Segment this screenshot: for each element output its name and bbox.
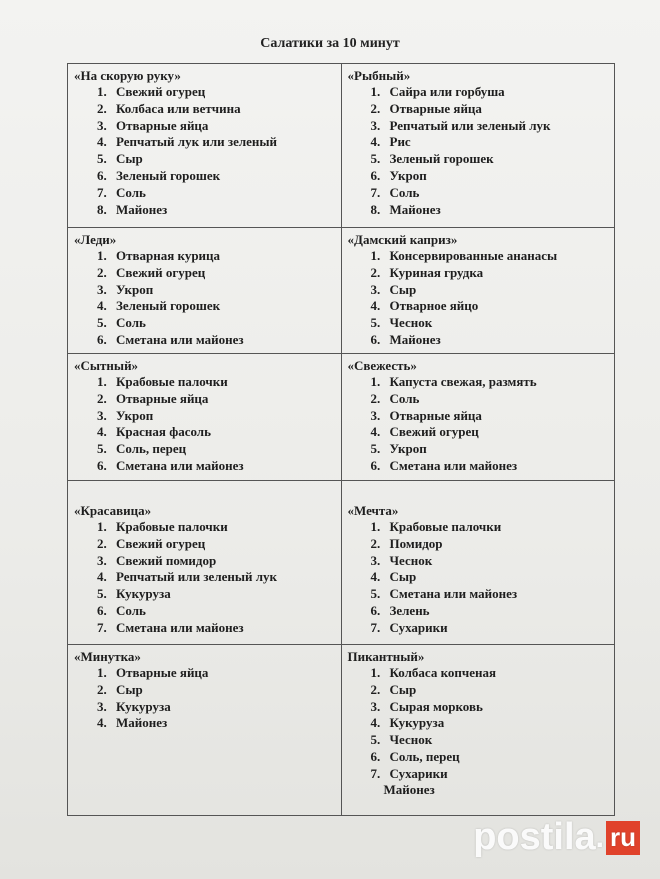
ingredient-list [74, 374, 335, 475]
ingredient-item: 1. Отварные яйца [110, 665, 335, 682]
ingredient-item: 3. Отварные яйца [384, 408, 609, 425]
ingredient-item: 2. Соль [384, 391, 609, 408]
ingredient-item: 6. Сметана или майонез [384, 458, 609, 475]
ingredient-item: 4. Отварное яйцо [384, 298, 609, 315]
ingredient-item: 5. Соль, перец [110, 441, 335, 458]
ingredient-item: 2. Сыр [110, 682, 335, 699]
ingredient-item: 5. Соль [110, 315, 335, 332]
salad-name: «Красавица» [74, 503, 152, 518]
salad-cell [68, 354, 342, 481]
ingredient-item: 4. Зеленый горошек [110, 298, 335, 315]
ingredient-item: 6. Соль [110, 603, 335, 620]
ingredient-item: 2. Отварные яйца [384, 101, 609, 118]
ingredient-item: 7. Сухарики [384, 766, 609, 783]
salad-cell [341, 354, 615, 481]
ingredient-item: 2. Сыр [384, 682, 609, 699]
ingredient-extra: Майонез [383, 781, 435, 797]
ingredient-list [348, 374, 609, 475]
ingredient-item: 3. Свежий помидор [110, 553, 335, 570]
ingredient-item: 1. Сайра или горбуша [384, 84, 609, 101]
ingredient-item: 2. Свежий огурец [110, 265, 335, 282]
salad-cell [341, 481, 615, 645]
salad-name: «Мечта» [347, 503, 399, 518]
ingredient-item: 6. Зеленый горошек [110, 168, 335, 185]
ingredient-list [74, 84, 335, 218]
ingredient-list [348, 665, 609, 783]
ingredient-item: 4. Сыр [384, 569, 609, 586]
ingredient-item: 4. Свежий огурец [384, 424, 609, 441]
salad-cell [341, 228, 615, 354]
salad-name: «На скорую руку» [74, 68, 181, 83]
ingredient-item: 7. Сметана или майонез [110, 620, 335, 637]
ingredient-item: 6. Зелень [384, 603, 609, 620]
ingredient-list [348, 519, 609, 637]
salad-cell [341, 645, 615, 816]
ingredient-item: 4. Майонез [110, 715, 335, 732]
salad-cell [68, 481, 342, 645]
ingredient-item: 5. Кукуруза [110, 586, 335, 603]
ingredient-item: 2. Отварные яйца [110, 391, 335, 408]
ingredient-item: 3. Сырая морковь [384, 699, 609, 716]
ingredient-list [348, 248, 609, 349]
ingredient-item: 3. Сыр [384, 282, 609, 299]
salad-name: «Минутка» [74, 649, 141, 664]
table-row [68, 645, 615, 816]
ingredient-list [348, 84, 609, 218]
ingredient-item: 2. Куриная грудка [384, 265, 609, 282]
ingredient-item: 7. Соль [384, 185, 609, 202]
postila-watermark: postila . ru [473, 816, 642, 859]
ingredient-item: 4. Репчатый лук или зеленый [110, 134, 335, 151]
ingredient-item: 5. Чеснок [384, 732, 609, 749]
ingredient-item: 3. Укроп [110, 408, 335, 425]
salad-cell [68, 64, 342, 228]
salad-cell [68, 228, 342, 354]
ingredient-item: 6. Сметана или майонез [110, 332, 335, 349]
ingredient-item: 3. Чеснок [384, 553, 609, 570]
watermark-text: postila [473, 816, 596, 858]
ingredient-item: 2. Свежий огурец [110, 536, 335, 553]
ingredient-item: 4. Рис [384, 134, 609, 151]
ingredient-item: 8. Майонез [384, 202, 609, 219]
ingredient-item: 6. Майонез [384, 332, 609, 349]
ingredient-item: 1. Крабовые палочки [110, 519, 335, 536]
salad-table [67, 63, 615, 816]
ingredient-item: 3. Укроп [110, 282, 335, 299]
salad-cell [68, 645, 342, 816]
salad-name: «Свежесть» [347, 358, 417, 373]
ingredient-list [74, 519, 335, 637]
ingredient-item: 1. Крабовые палочки [384, 519, 609, 536]
ingredient-item: 8. Майонез [110, 202, 335, 219]
ingredient-item: 5. Сыр [110, 151, 335, 168]
table-row [68, 354, 615, 481]
ingredient-item: 1. Консервированные ананасы [384, 248, 609, 265]
ingredient-item: 7. Соль [110, 185, 335, 202]
ingredient-item: 6. Укроп [384, 168, 609, 185]
salad-name: «Рыбный» [347, 68, 411, 83]
salad-cell [341, 64, 615, 228]
ingredient-item: 4. Кукуруза [384, 715, 609, 732]
ingredient-item: 5. Сметана или майонез [384, 586, 609, 603]
ingredient-item: 2. Колбаса или ветчина [110, 101, 335, 118]
ingredient-item: 5. Чеснок [384, 315, 609, 332]
ingredient-item: 3. Кукуруза [110, 699, 335, 716]
ingredient-item: 6. Сметана или майонез [110, 458, 335, 475]
ingredient-item: 4. Красная фасоль [110, 424, 335, 441]
ingredient-item: 3. Репчатый или зеленый лук [384, 118, 609, 135]
ingredient-item: 1. Крабовые палочки [110, 374, 335, 391]
salad-name: Пикантный» [347, 649, 425, 664]
salad-name: «Дамский каприз» [347, 232, 458, 247]
ingredient-item: 1. Свежий огурец [110, 84, 335, 101]
ingredient-item: 4. Репчатый или зеленый лук [110, 569, 335, 586]
ingredient-item: 7. Сухарики [384, 620, 609, 637]
ingredient-item: 3. Отварные яйца [110, 118, 335, 135]
page-title: Салатики за 10 минут [260, 36, 400, 51]
ingredient-item: 2. Помидор [384, 536, 609, 553]
salad-name: «Леди» [74, 232, 117, 247]
watermark-ru-badge: ru [606, 821, 640, 855]
salad-name: «Сытный» [74, 358, 139, 373]
table-row [68, 228, 615, 354]
ingredient-list [74, 248, 335, 349]
ingredient-item: 1. Капуста свежая, размять [384, 374, 609, 391]
ingredient-item: 1. Отварная курица [110, 248, 335, 265]
ingredient-list [74, 665, 335, 732]
ingredient-item: 5. Укроп [384, 441, 609, 458]
ingredient-item: 5. Зеленый горошек [384, 151, 609, 168]
table-row [68, 481, 615, 645]
table-row [68, 64, 615, 228]
ingredient-item: 6. Соль, перец [384, 749, 609, 766]
ingredient-item: 1. Колбаса копченая [384, 665, 609, 682]
